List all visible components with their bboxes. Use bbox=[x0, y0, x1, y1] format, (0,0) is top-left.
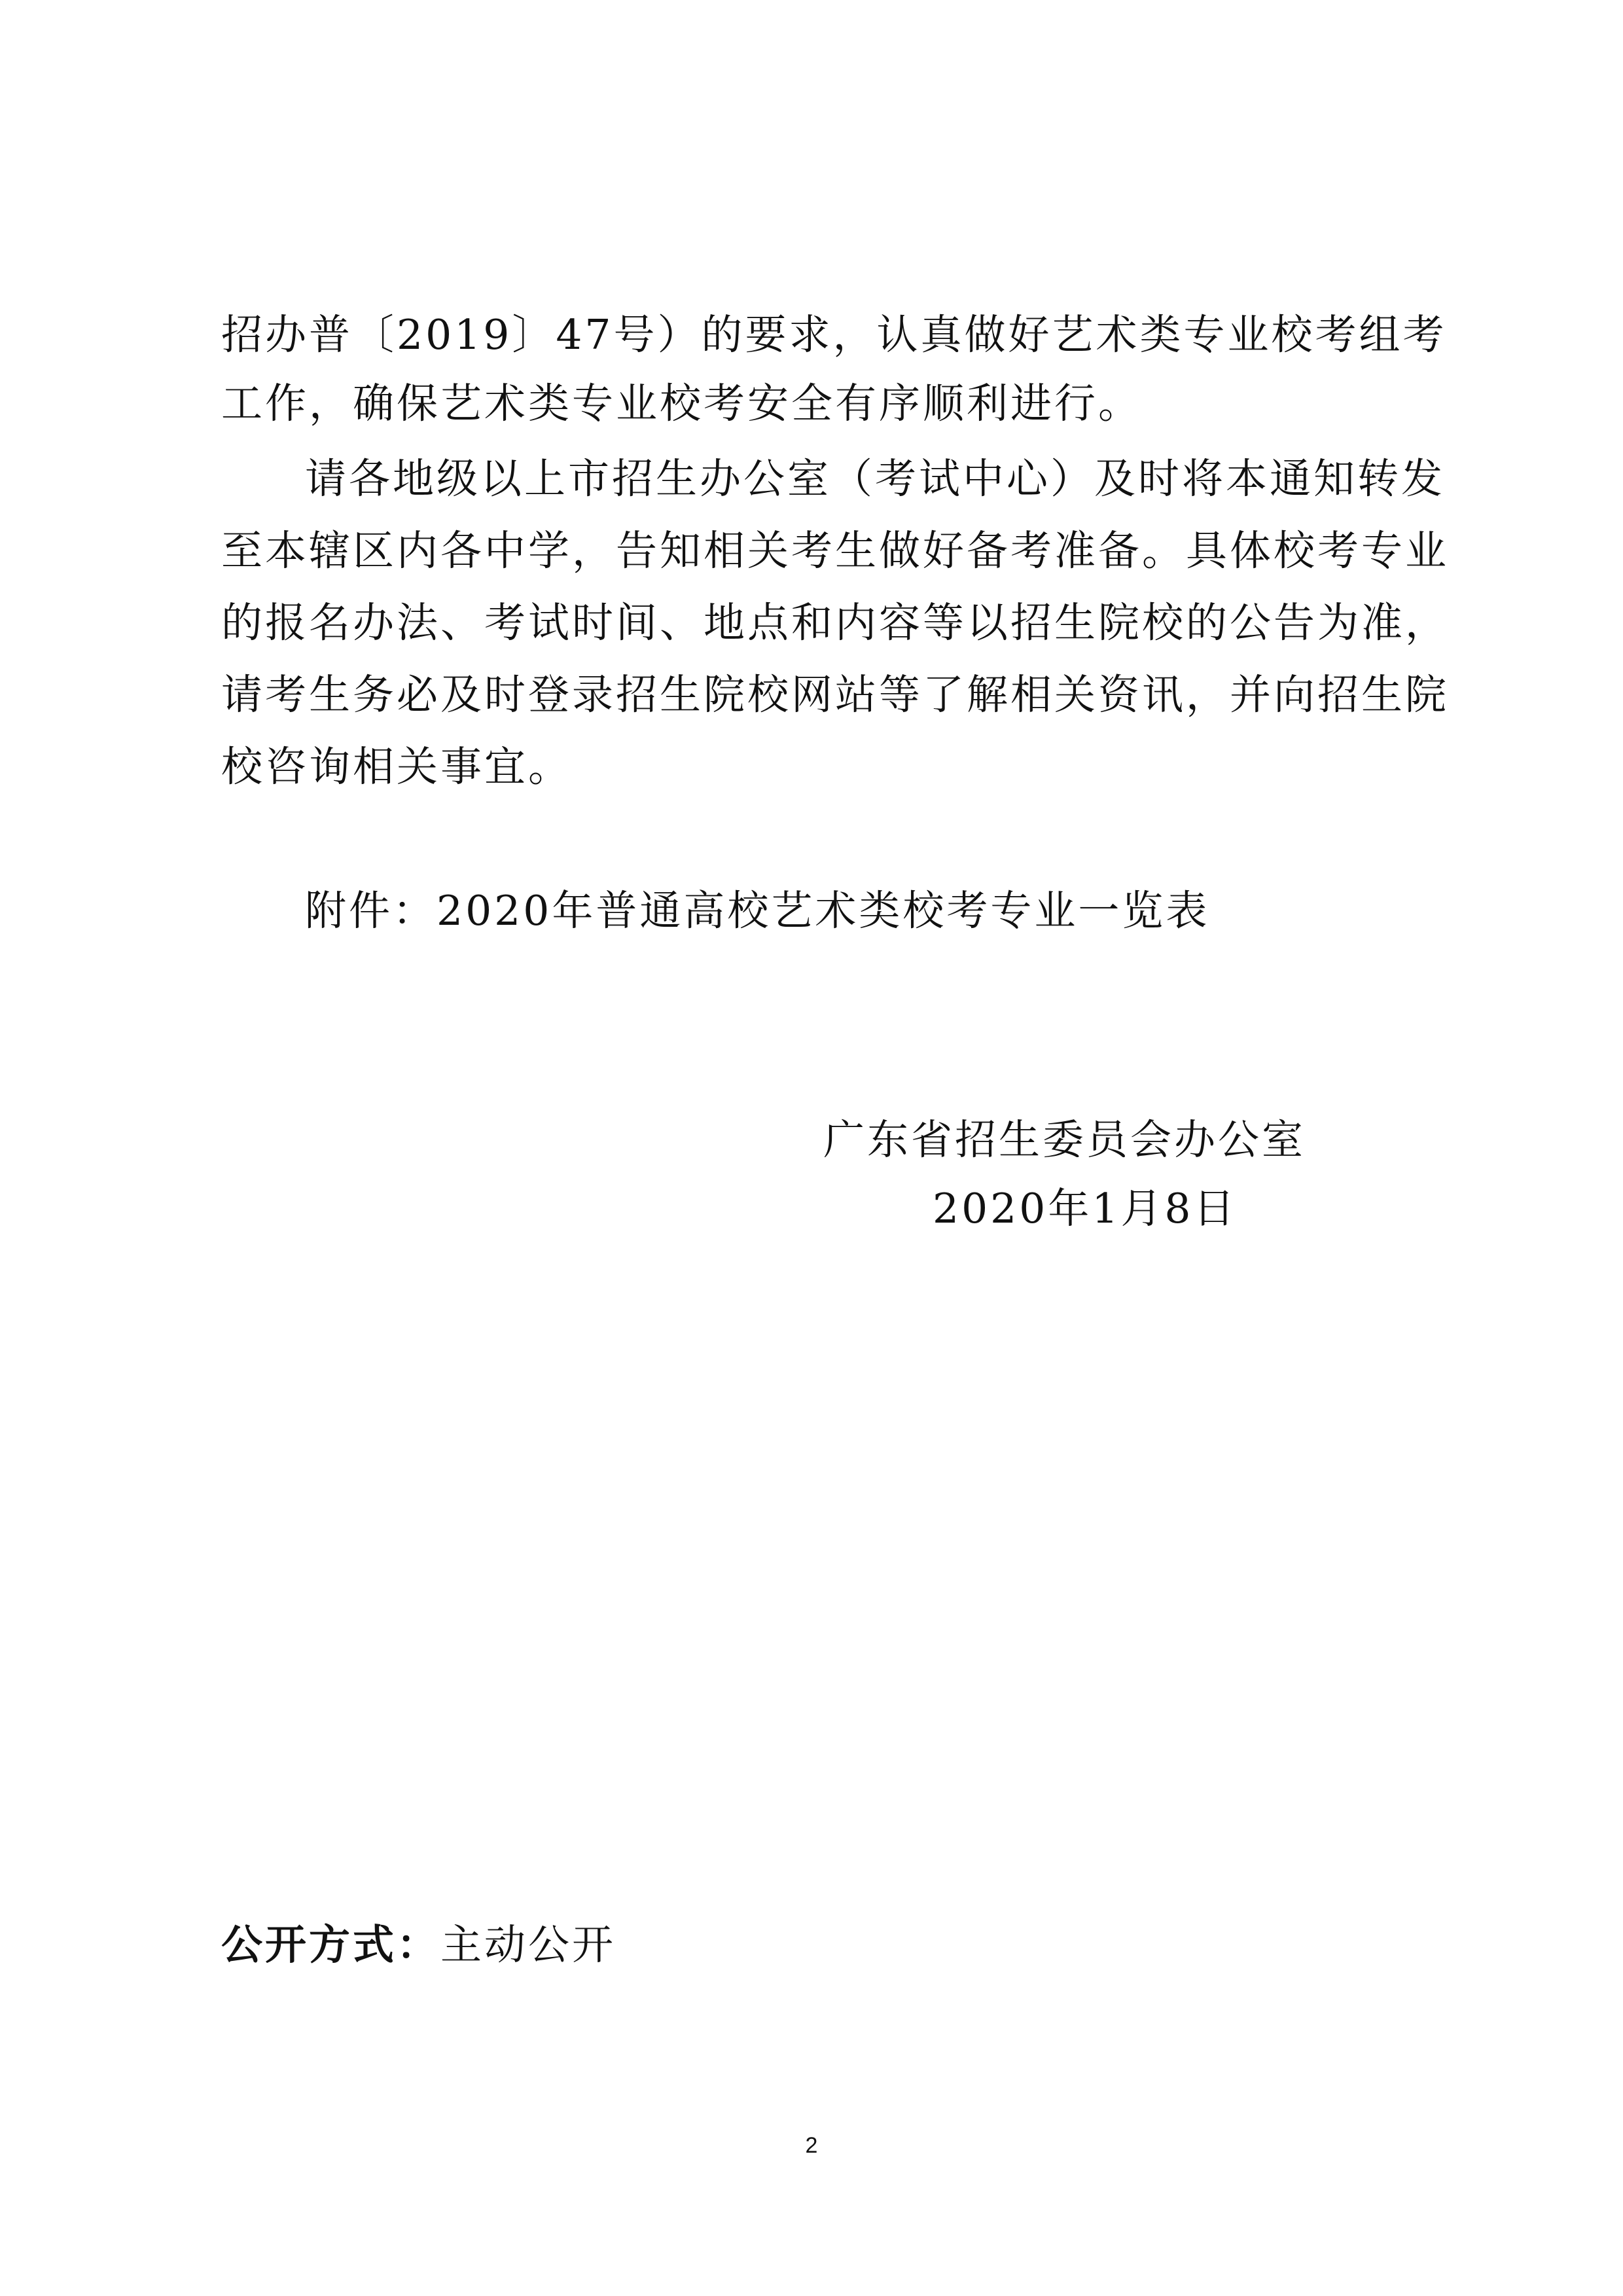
signature-date: 2020年1月8日 bbox=[933, 1185, 1238, 1232]
page-number: 2 bbox=[805, 2133, 818, 2158]
paragraph-line-4: 至本辖区内各中学，告知相关考生做好备考准备。具体校考专业 bbox=[221, 527, 1449, 575]
disclosure-line bbox=[221, 1918, 1425, 1973]
paragraph-line-3: 请各地级以上市招生办公室（考试中心）及时将本通知转发 bbox=[305, 455, 1445, 503]
paragraph-line-1: 招办普〔2019〕47号）的要求，认真做好艺术类专业校考组考 bbox=[221, 311, 1447, 359]
attachment-line: 附件：2020年普通高校艺术类校考专业一览表 bbox=[305, 887, 1210, 935]
paragraph-line-6: 请考生务必及时登录招生院校网站等了解相关资讯，并向招生院 bbox=[221, 671, 1449, 719]
paragraph-line-2: 工作，确保艺术类专业校考安全有序顺利进行。 bbox=[221, 380, 1142, 427]
paragraph-line-5: 的报名办法、考试时间、地点和内容等以招生院校的公告为准， bbox=[221, 599, 1449, 647]
signature-organization: 广东省招生委员会办公室 bbox=[823, 1116, 1306, 1164]
disclosure-value: 主动公开 bbox=[440, 1921, 616, 1969]
disclosure-label: 公开方式： bbox=[221, 1921, 440, 1969]
paragraph-line-7: 校咨询相关事宜。 bbox=[221, 743, 572, 791]
